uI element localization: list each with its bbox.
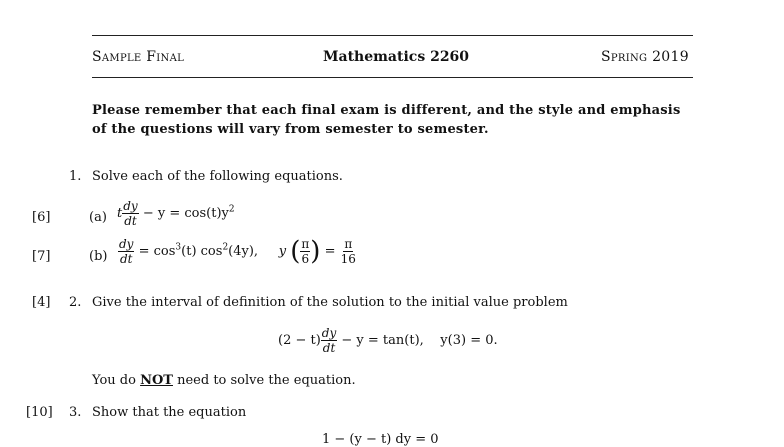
- q2-frac-num: dy: [321, 326, 337, 340]
- q1b-ic-arg: [300, 238, 310, 265]
- q1b-frac-num: dy: [119, 237, 134, 251]
- q2-frac-den: dt: [322, 341, 336, 355]
- q1b-ic-val-num: π: [344, 237, 353, 251]
- q1b-end: (4y),: [228, 244, 259, 259]
- q1b-ic-y: y: [278, 244, 287, 259]
- q2-number: 2.: [69, 295, 82, 310]
- q2-eq-left: (2 − t): [278, 333, 321, 348]
- q1a-fraction: [122, 200, 138, 227]
- q1b-marks: [7]: [32, 249, 51, 264]
- q1b-ic-eq: =: [324, 244, 336, 259]
- q2-marks: [4]: [32, 295, 51, 310]
- notice-line-2: of the questions will vary from semester to semester.: [92, 122, 489, 137]
- q1b-exp2: 2: [222, 242, 229, 253]
- q1b-eq: = cos: [138, 244, 176, 259]
- q1-text: Solve each of the following equations.: [92, 169, 343, 184]
- q1b-equation: [118, 238, 357, 265]
- q1b-label: (b): [89, 249, 108, 264]
- q1a-label: (a): [89, 210, 107, 225]
- q3-text: Show that the equation: [92, 405, 247, 420]
- q1a-frac-den: dt: [124, 214, 137, 228]
- q1b-ic-arg-num: π: [301, 237, 310, 251]
- q1b-ic-value: [340, 238, 357, 265]
- header-right: Spring 2019: [601, 49, 689, 65]
- q1a-coef: t: [117, 206, 123, 221]
- q1a-equation: [117, 200, 235, 227]
- q2-equation: [278, 327, 498, 354]
- q1b-fraction: [118, 238, 134, 265]
- q2-note-post: need to solve the equation.: [172, 373, 356, 388]
- q1b-exp3: 3: [175, 242, 182, 253]
- q1b-mid: (t) cos: [181, 244, 223, 259]
- q1b-frac-den: dt: [119, 252, 133, 266]
- header-bottom-rule: [92, 77, 693, 78]
- q1b-ic-val-den: 16: [340, 252, 356, 266]
- q1b-ic-open: (: [290, 236, 301, 267]
- q1a-rhs-exp: 2: [228, 204, 235, 215]
- header-top-rule: [92, 35, 693, 36]
- notice-line-1: Please remember that each final exam is different, and the style and emphasis: [92, 103, 681, 118]
- q1b-ic-arg-den: 6: [301, 252, 310, 266]
- q2-note-pre: You do: [92, 373, 141, 388]
- q3-number: 3.: [69, 405, 82, 420]
- q2-text: Give the interval of definition of the solution to the initial value problem: [92, 295, 568, 310]
- header-center: Mathematics 2260: [323, 49, 470, 65]
- q1a-rhs: − y = cos(t)y: [142, 206, 229, 221]
- q1a-marks: [6]: [32, 210, 51, 225]
- q2-note: [92, 373, 356, 388]
- q1b-ic-close: ): [310, 236, 321, 267]
- q1a-frac-num: dy: [123, 199, 138, 213]
- q2-fraction: [321, 327, 337, 354]
- q3-equation-partial: 1 − (y − t) dy = 0: [322, 432, 439, 447]
- q2-eq-right: − y = tan(t), y(3) = 0.: [341, 333, 498, 348]
- q1-number: 1.: [69, 169, 82, 184]
- q2-note-emph: NOT: [140, 373, 173, 388]
- q3-marks: [10]: [26, 405, 53, 420]
- header-left: Sample Final: [92, 49, 185, 65]
